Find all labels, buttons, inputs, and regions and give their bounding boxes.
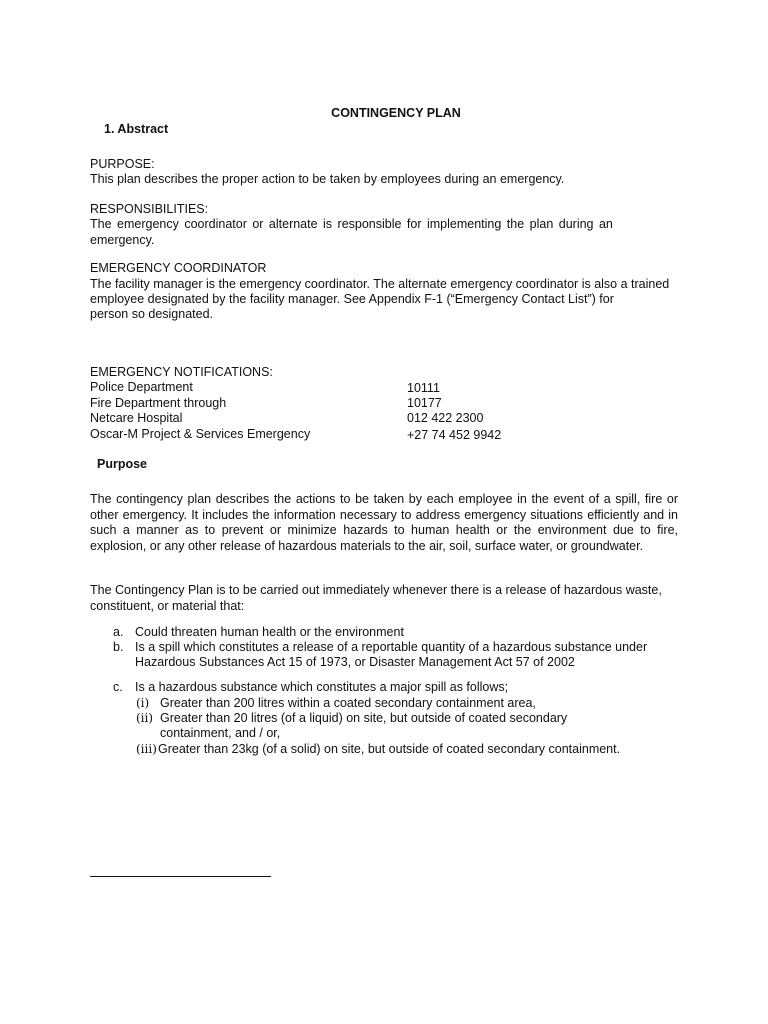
document-title: CONTINGENCY PLAN: [331, 106, 461, 120]
coordinator-text-line-3: person so designated.: [90, 307, 214, 321]
notification-name: Fire Department through: [90, 396, 227, 410]
responsibilities-text-line-2: emergency.: [90, 233, 155, 247]
section-heading-abstract: 1. Abstract: [104, 122, 169, 136]
purpose-label: PURPOSE:: [90, 157, 155, 171]
notification-row: [90, 411, 590, 427]
sub-item-text: Greater than 200 litres within a coated secondary containment area,: [160, 696, 536, 710]
coordinator-text-line-2: employee designated by the facility manager. See Appendix F-1 (“Emergency Contact List”) for: [90, 292, 614, 306]
notification-name: Netcare Hospital: [90, 411, 183, 425]
contingency-paragraph: The contingency plan describes the actions to be taken by each employee in the event of a spill, fire or other emergency. It includes the information necessary to address emergency situations efficiently and in such a manner as to prevent or minimize hazards to human health or the environment due to fire, explosion, or any other release of hazardous materials to the air, soil, surface water, or groundwater.: [90, 492, 678, 553]
sub-item-text: containment, and / or,: [160, 726, 281, 740]
notification-number: 10111: [407, 381, 440, 395]
footnote-rule: [90, 876, 271, 877]
list-item-text: Is a hazardous substance which constitutes a major spill as follows;: [135, 680, 509, 694]
list-item-text: Hazardous Substances Act 15 of 1973, or Disaster Management Act 57 of 2002: [135, 655, 575, 669]
notification-number: 012 422 2300: [407, 411, 484, 425]
sub-marker: (iii): [136, 742, 157, 756]
notification-name: Police Department: [90, 380, 193, 394]
sub-item-text: Greater than 20 litres (of a liquid) on site, but outside of coated secondary: [160, 711, 568, 725]
list-marker: a.: [113, 625, 124, 639]
list-marker: b.: [113, 640, 124, 654]
sub-item-text: Greater than 23kg (of a solid) on site, but outside of coated secondary containment.: [158, 742, 621, 756]
responsibilities-label: RESPONSIBILITIES:: [90, 202, 209, 216]
responsibilities-text-line-1: The emergency coordinator or alternate is responsible for implementing the plan during an: [90, 217, 613, 231]
notification-number: 10177: [407, 396, 442, 410]
purpose-text: This plan describes the proper action to be taken by employees during an emergency.: [90, 172, 565, 186]
list-item-text: Could threaten human health or the environment: [135, 625, 404, 639]
carried-out-paragraph: The Contingency Plan is to be carried out immediately whenever there is a release of hazardous waste, constituent, or material that:: [90, 583, 662, 613]
sub-marker: (ii): [136, 711, 154, 725]
coordinator-text-line-1: The facility manager is the emergency coordinator. The alternate emergency coordinator is also a trained: [90, 277, 670, 291]
list-item-text: Is a spill which constitutes a release of a reportable quantity of a hazardous substance under: [135, 640, 648, 654]
sub-marker: (i): [136, 696, 150, 710]
notification-row: [90, 396, 590, 412]
coordinator-label: EMERGENCY COORDINATOR: [90, 261, 267, 275]
notification-row: [90, 427, 590, 443]
notification-number: +27 74 452 9942: [407, 428, 502, 442]
notification-name: Oscar-M Project & Services Emergency: [90, 427, 311, 441]
purpose-heading: Purpose: [97, 457, 148, 471]
notifications-label: EMERGENCY NOTIFICATIONS:: [90, 365, 273, 379]
notification-row: [90, 380, 590, 396]
list-marker: c.: [113, 680, 123, 694]
